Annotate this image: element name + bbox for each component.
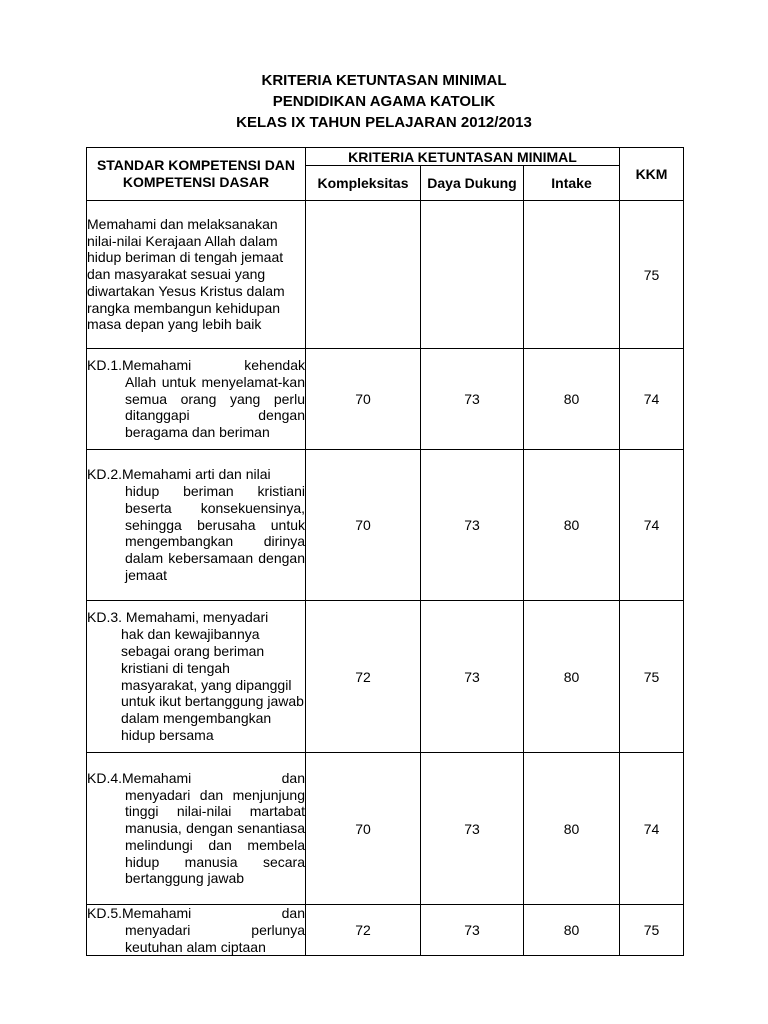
kd-text: hidup beriman kristiani beserta konsekuensinya, sehingga berusaha untuk mengembangkan dirinya dalam kebersamaan dengan jemaat bbox=[125, 483, 305, 583]
kkm-value: 74 bbox=[620, 753, 684, 905]
standard-support-cell bbox=[421, 201, 524, 349]
table-row bbox=[87, 349, 684, 450]
kd-text: hak dan kewajibannya sebagai orang beriman kristiani di tengah masyarakat, yang dipanggil untuk ikut bertanggung jawab dalam mengembangkan hidup bersama bbox=[121, 626, 304, 743]
table-row bbox=[87, 601, 684, 753]
kd-prefix: KD.5.Memahami dan bbox=[87, 905, 305, 921]
header-support: Daya Dukung bbox=[421, 166, 524, 201]
kd-description bbox=[87, 753, 306, 905]
standard-text: Memahami dan melaksanakan nilai-nilai Kerajaan Allah dalam hidup beriman di tengah jemaat dan masyarakat sesuai yang diwartakan Yesus Kristus dalam rangka membangun kehidupan masa depan yang lebih baik bbox=[87, 215, 285, 333]
kd-description bbox=[87, 905, 306, 956]
support-value: 73 bbox=[421, 349, 524, 450]
kkm-value: 74 bbox=[620, 450, 684, 601]
intake-value: 80 bbox=[524, 905, 620, 956]
standard-intake-cell bbox=[524, 201, 620, 349]
support-value: 73 bbox=[421, 450, 524, 601]
kkm-value: 75 bbox=[620, 905, 684, 956]
header-intake: Intake bbox=[524, 166, 620, 201]
support-value: 73 bbox=[421, 905, 524, 956]
complexity-value: 70 bbox=[306, 753, 421, 905]
standard-kkm: 75 bbox=[620, 201, 684, 349]
kd-prefix: KD.3. Memahami, menyadari bbox=[87, 609, 269, 626]
kd-text: menyadari dan menjunjung tinggi nilai-nilai martabat manusia, dengan senantiasa melindungi dan membela hidup manusia secara bertanggung jawab bbox=[125, 786, 305, 887]
header-complexity: Kompleksitas bbox=[306, 166, 421, 201]
title-line-3: KELAS IX TAHUN PELAJARAN 2012/2013 bbox=[236, 114, 532, 131]
intake-value: 80 bbox=[524, 349, 620, 450]
complexity-value: 72 bbox=[306, 601, 421, 753]
title-line-2: PENDIDIKAN AGAMA KATOLIK bbox=[272, 93, 496, 110]
table-row bbox=[87, 753, 684, 905]
kd-text: Allah untuk menyelamat-kan semua orang yang perlu ditanggapi dengan beragama dan beriman bbox=[125, 373, 305, 441]
standard-complexity-cell bbox=[306, 201, 421, 349]
intake-value: 80 bbox=[524, 753, 620, 905]
kd-description bbox=[87, 601, 306, 753]
table-row bbox=[87, 905, 684, 956]
kd-prefix: KD.1.Memahami kehendak bbox=[87, 357, 305, 373]
kd-prefix: KD.2.Memahami arti dan nilai bbox=[87, 466, 271, 483]
document-title bbox=[0, 70, 768, 133]
title-line-1: KRITERIA KETUNTASAN MINIMAL bbox=[261, 72, 507, 89]
kkm-value: 75 bbox=[620, 601, 684, 753]
header-criteria-group: KRITERIA KETUNTASAN MINIMAL bbox=[306, 148, 620, 166]
header-kkm: KKM bbox=[620, 148, 684, 201]
standard-row bbox=[87, 201, 684, 349]
standard-description bbox=[87, 201, 306, 349]
kd-description bbox=[87, 450, 306, 601]
kd-description bbox=[87, 349, 306, 450]
complexity-value: 70 bbox=[306, 349, 421, 450]
kd-text: menyadari perlunya keutuhan alam ciptaan bbox=[125, 921, 305, 955]
complexity-value: 72 bbox=[306, 905, 421, 956]
kkm-table bbox=[86, 147, 684, 956]
kkm-value: 74 bbox=[620, 349, 684, 450]
support-value: 73 bbox=[421, 601, 524, 753]
header-standard: STANDAR KOMPETENSI DAN KOMPETENSI DASAR bbox=[87, 148, 306, 201]
intake-value: 80 bbox=[524, 450, 620, 601]
support-value: 73 bbox=[421, 753, 524, 905]
complexity-value: 70 bbox=[306, 450, 421, 601]
table-row bbox=[87, 450, 684, 601]
intake-value: 80 bbox=[524, 601, 620, 753]
kd-prefix: KD.4.Memahami dan bbox=[87, 769, 305, 786]
header-row-1 bbox=[87, 148, 684, 166]
